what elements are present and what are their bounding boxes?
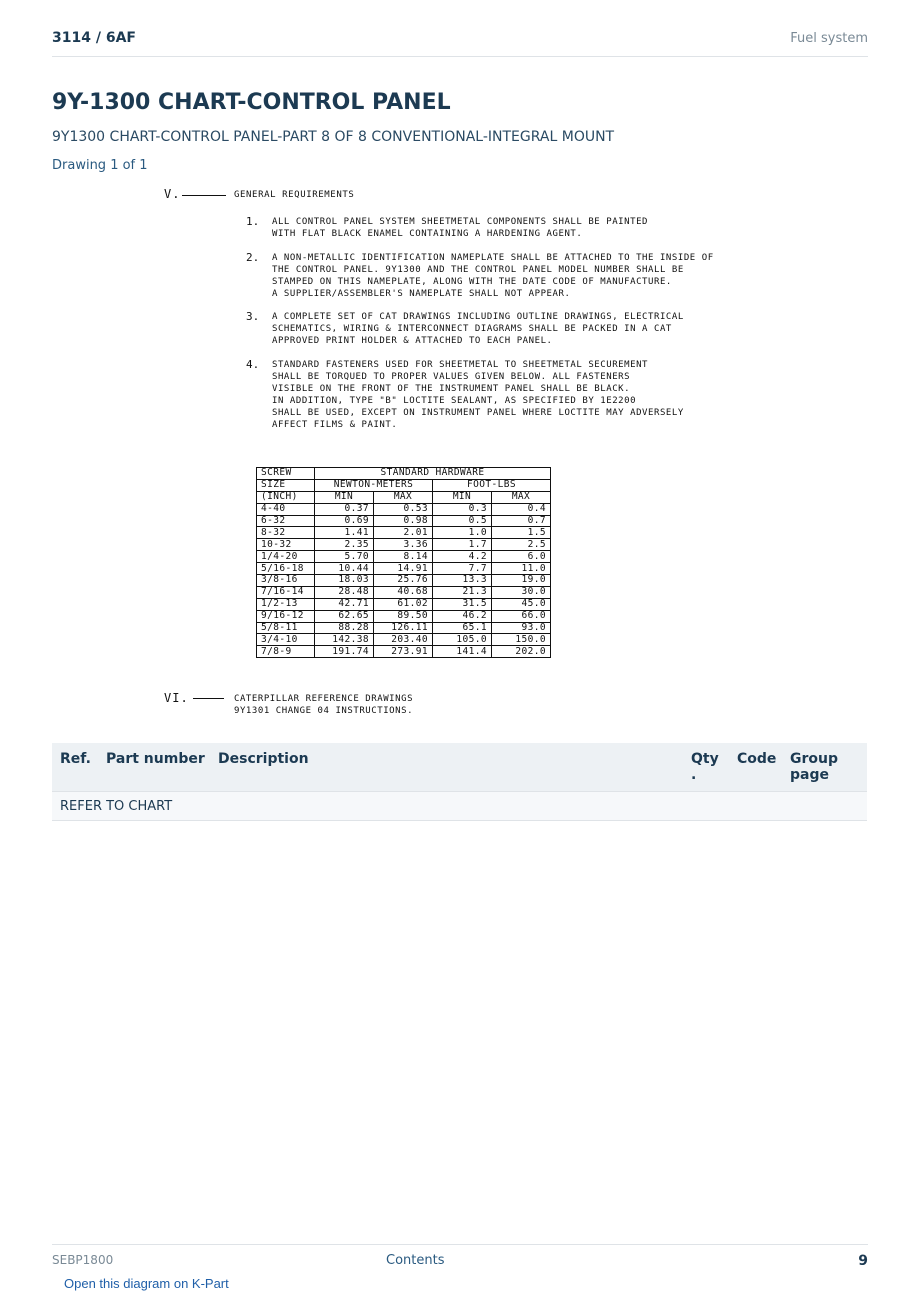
leader-line <box>193 698 224 699</box>
torque-value-cell: 28.48 <box>315 586 374 598</box>
screw-head: SIZE <box>257 479 315 491</box>
page-subtitle: 9Y1300 CHART-CONTROL PANEL-PART 8 OF 8 CONVENTIONAL-INTEGRAL MOUNT <box>52 129 615 145</box>
torque-value-cell: 0.69 <box>315 515 374 527</box>
screw-size-cell: 7/8-9 <box>257 646 315 658</box>
torque-value-cell: 89.50 <box>374 610 433 622</box>
contents-link[interactable]: Contents <box>386 1253 445 1268</box>
torque-value-cell: 46.2 <box>433 610 492 622</box>
torque-value-cell: 88.28 <box>315 622 374 634</box>
torque-value-cell: 0.98 <box>374 515 433 527</box>
breadcrumb: 3114 / 6AF <box>52 30 136 46</box>
screw-size-cell: 9/16-12 <box>257 610 315 622</box>
part-number-header: Part number <box>106 751 205 767</box>
table-row <box>257 527 551 539</box>
torque-value-cell: 40.68 <box>374 586 433 598</box>
section-v-heading: GENERAL REQUIREMENTS <box>234 190 355 200</box>
torque-value-cell: 0.37 <box>315 503 374 515</box>
torque-value-cell: 5.70 <box>315 551 374 563</box>
table-row <box>257 634 551 646</box>
requirement-3: A COMPLETE SET OF CAT DRAWINGS INCLUDING OUTLINE DRAWINGS, ELECTRICAL SCHEMATICS, WIRING & INTERCONNECT DIAGRAMS SHALL BE PACKED IN A CAT APPROVED PRINT HOLDER & ATTACHED TO EACH PANEL. <box>272 312 684 346</box>
screw-size-cell: 8-32 <box>257 527 315 539</box>
torque-value-cell: 1.41 <box>315 527 374 539</box>
parts-table-header <box>52 743 867 791</box>
torque-value-cell: 66.0 <box>492 610 551 622</box>
torque-value-cell: 13.3 <box>433 575 492 587</box>
requirement-1: ALL CONTROL PANEL SYSTEM SHEETMETAL COMPONENTS SHALL BE PAINTED WITH FLAT BLACK ENAMEL CONTAINING A HARDENING AGENT. <box>272 217 649 239</box>
torque-value-cell: 18.03 <box>315 575 374 587</box>
torque-value-cell: 0.3 <box>433 503 492 515</box>
foot-lbs-head: FOOT-LBS <box>433 479 551 491</box>
item-number: 3. <box>246 310 260 323</box>
item-number: 1. <box>246 215 260 228</box>
torque-value-cell: 1.7 <box>433 539 492 551</box>
torque-value-cell: 8.14 <box>374 551 433 563</box>
qty-header: Qty . <box>691 751 719 783</box>
screw-head: SCREW <box>257 468 315 480</box>
torque-value-cell: 19.0 <box>492 575 551 587</box>
table-row <box>257 539 551 551</box>
torque-value-cell: 2.5 <box>492 539 551 551</box>
max-head: MAX <box>374 491 433 503</box>
table-row <box>257 646 551 658</box>
section-label: Fuel system <box>790 31 868 46</box>
torque-value-cell: 142.38 <box>315 634 374 646</box>
torque-value-cell: 62.65 <box>315 610 374 622</box>
max-head: MAX <box>492 491 551 503</box>
newton-meters-head: NEWTON-METERS <box>315 479 433 491</box>
screw-size-cell: 3/8-16 <box>257 575 315 587</box>
torque-value-cell: 191.74 <box>315 646 374 658</box>
screw-size-cell: 3/4-10 <box>257 634 315 646</box>
torque-value-cell: 2.01 <box>374 527 433 539</box>
torque-value-cell: 4.2 <box>433 551 492 563</box>
torque-value-cell: 31.5 <box>433 598 492 610</box>
table-row <box>257 575 551 587</box>
page-footer <box>52 1244 868 1275</box>
code-header: Code <box>737 751 777 767</box>
torque-value-cell: 10.44 <box>315 563 374 575</box>
torque-value-cell: 1.5 <box>492 527 551 539</box>
table-row <box>257 622 551 634</box>
table-row <box>257 563 551 575</box>
torque-value-cell: 6.0 <box>492 551 551 563</box>
section-vi-numeral: VI. <box>164 691 189 705</box>
screw-head: (INCH) <box>257 491 315 503</box>
torque-value-cell: 273.91 <box>374 646 433 658</box>
table-row <box>257 515 551 527</box>
standard-hardware-head: STANDARD HARDWARE <box>315 468 551 480</box>
torque-value-cell: 202.0 <box>492 646 551 658</box>
table-row <box>257 586 551 598</box>
torque-value-cell: 93.0 <box>492 622 551 634</box>
torque-value-cell: 25.76 <box>374 575 433 587</box>
torque-value-cell: 126.11 <box>374 622 433 634</box>
torque-value-cell: 7.7 <box>433 563 492 575</box>
screw-size-cell: 5/16-18 <box>257 563 315 575</box>
torque-value-cell: 0.53 <box>374 503 433 515</box>
screw-size-cell: 10-32 <box>257 539 315 551</box>
item-number: 2. <box>246 251 260 264</box>
screw-size-cell: 4-40 <box>257 503 315 515</box>
screw-size-cell: 5/8-11 <box>257 622 315 634</box>
page-number: 9 <box>858 1253 868 1269</box>
torque-value-cell: 150.0 <box>492 634 551 646</box>
leader-line <box>182 195 226 196</box>
table-row <box>257 503 551 515</box>
torque-value-cell: 1.0 <box>433 527 492 539</box>
min-head: MIN <box>315 491 374 503</box>
screw-size-cell: 7/16-14 <box>257 586 315 598</box>
requirement-2: A NON-METALLIC IDENTIFICATION NAMEPLATE SHALL BE ATTACHED TO THE INSIDE OF THE CONTROL PANEL. 9Y1300 AND THE CONTROL PANEL MODEL NUMBER SHALL BE STAMPED ON THIS NAMEPLATE, ALONG WITH THE DATE CODE OF MANUFACTURE. A SUPPLIER/ASSEMBLER'S NAMEPLATE SHALL NOT APPEAR. <box>272 253 714 299</box>
drawing-label: Drawing 1 of 1 <box>52 158 148 173</box>
torque-value-cell: 21.3 <box>433 586 492 598</box>
parts-table <box>52 743 867 821</box>
hardware-torque-table <box>256 467 551 658</box>
document-id: SEBP1800 <box>52 1253 114 1267</box>
torque-value-cell: 0.5 <box>433 515 492 527</box>
section-v-numeral: V. <box>164 187 181 201</box>
table-row <box>257 551 551 563</box>
torque-value-cell: 0.7 <box>492 515 551 527</box>
screw-size-cell: 1/4-20 <box>257 551 315 563</box>
open-kpart-link[interactable]: Open this diagram on K-Part <box>64 1276 229 1291</box>
torque-value-cell: 2.35 <box>315 539 374 551</box>
torque-value-cell: 0.4 <box>492 503 551 515</box>
group-page-header: Group page <box>790 751 839 783</box>
torque-value-cell: 105.0 <box>433 634 492 646</box>
table-row <box>52 791 867 821</box>
torque-value-cell: 14.91 <box>374 563 433 575</box>
min-head: MIN <box>433 491 492 503</box>
page-header <box>52 28 868 57</box>
ref-header: Ref. <box>60 751 91 767</box>
description-header: Description <box>218 751 309 767</box>
torque-value-cell: 141.4 <box>433 646 492 658</box>
table-row <box>257 610 551 622</box>
item-number: 4. <box>246 358 260 371</box>
page-title: 9Y-1300 CHART-CONTROL PANEL <box>52 90 451 115</box>
torque-value-cell: 30.0 <box>492 586 551 598</box>
refer-to-chart-text: REFER TO CHART <box>60 799 173 814</box>
torque-value-cell: 61.02 <box>374 598 433 610</box>
torque-value-cell: 42.71 <box>315 598 374 610</box>
torque-value-cell: 45.0 <box>492 598 551 610</box>
requirement-4: STANDARD FASTENERS USED FOR SHEETMETAL TO SHEETMETAL SECUREMENT SHALL BE TORQUED TO PROPER VALUES GIVEN BELOW. ALL FASTENERS VISIBLE ON THE FRONT OF THE INSTRUMENT PANEL SHALL BE BLACK. IN ADDITION, TYPE "B" LOCTITE SEALANT, AS SPECIFIED BY 1E2200 SHALL BE USED, EXCEPT ON INSTRUMENT PANEL WHERE LOCTITE MAY ADVERSELY AFFECT FILMS & PAINT. <box>272 360 684 430</box>
torque-value-cell: 11.0 <box>492 563 551 575</box>
torque-value-cell: 3.36 <box>374 539 433 551</box>
drawing-image <box>140 184 800 724</box>
torque-value-cell: 203.40 <box>374 634 433 646</box>
screw-size-cell: 1/2-13 <box>257 598 315 610</box>
section-vi-text: CATERPILLAR REFERENCE DRAWINGS 9Y1301 CHANGE 04 INSTRUCTIONS. <box>234 694 414 716</box>
screw-size-cell: 6-32 <box>257 515 315 527</box>
torque-value-cell: 65.1 <box>433 622 492 634</box>
table-row <box>257 598 551 610</box>
